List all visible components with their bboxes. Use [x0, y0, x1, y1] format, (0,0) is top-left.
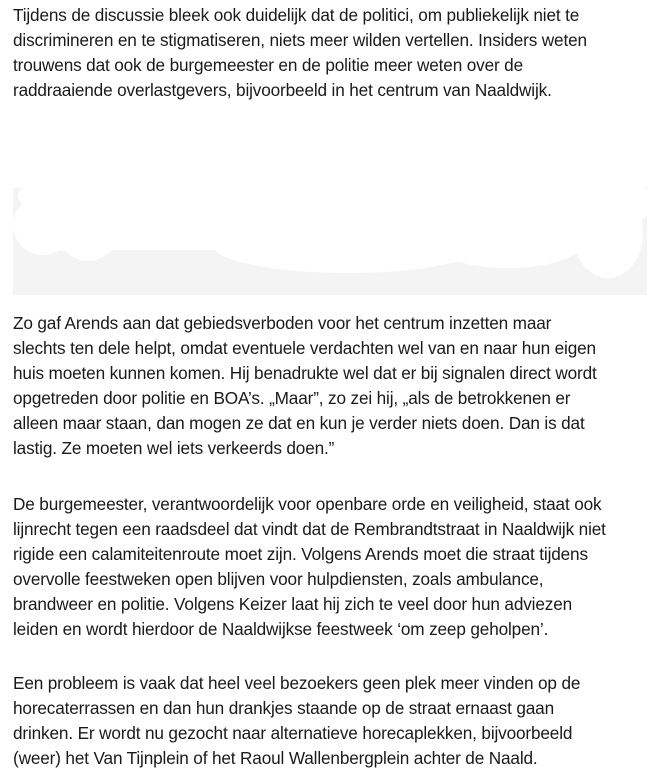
paragraph-3: [13, 492, 653, 642]
text-line: alleen maar staan, dan mogen ze dat en kun je verder niets doen. Dan is dat: [13, 413, 585, 433]
text-line: discrimineren en te stigmatiseren, niets meer wilden vertellen. Insiders weten: [13, 30, 587, 50]
text-line: trouwens dat ook de burgemeester en de politie meer weten over de: [13, 55, 524, 75]
redaction-mark: [603, 183, 647, 223]
text-line: lastig. Ze moeten wel iets verkeerds doen.”: [13, 438, 335, 458]
redaction-mark: [433, 218, 583, 268]
text-line: lijnrecht tegen een raadsdeel dat vindt dat de Rembrandtstraat in Naaldwijk niet: [13, 519, 606, 539]
text-line: overvolle feestweken open blijven voor hulpdiensten, zoals ambulance,: [13, 569, 544, 589]
text-line: horecaterrassen en dan hun drankjes staande op de straat ernaast gaan: [13, 698, 554, 718]
text-line: drinken. Er wordt nu gezocht naar alternatieve horecaplekken, bijvoorbeeld: [13, 723, 573, 743]
text-line: brandweer en politie. Volgens Keizer laat hij zich te veel door hun adviezen: [13, 594, 573, 614]
text-line: Zo gaf Arends aan dat gebiedsverboden voor het centrum inzetten maar: [13, 313, 552, 333]
text-line: slechts ten dele helpt, omdat eventuele verdachten wel van en naar hun eigen: [13, 338, 596, 358]
text-line: (weer) het Van Tijnplein of het Raoul Wallenbergplein achter de Naald.: [13, 748, 538, 768]
text-line: raddraaiende overlastgevers, bijvoorbeeld in het centrum van Naaldwijk.: [13, 80, 552, 100]
paragraph-2: [13, 311, 653, 461]
text-line: rigide een calamiteitenroute moet zijn. Volgens Arends moet die straat tijdens: [13, 544, 588, 564]
text-line: leiden en wordt hierdoor de Naaldwijkse feestweek ‘om zeep geholpen’.: [13, 619, 549, 639]
text-line: Een probleem is vaak dat heel veel bezoekers geen plek meer vinden op de: [13, 673, 581, 693]
paragraph-1: [13, 3, 653, 103]
text-line: Tijdens de discussie bleek ook duidelijk dat de politici, om publiekelijk niet te: [13, 5, 580, 25]
text-line: De burgemeester, verantwoordelijk voor openbare orde en veiligheid, staat ook: [13, 494, 602, 514]
text-line: huis moeten kunnen komen. Hij benadrukte wel dat er bij signalen direct wordt: [13, 363, 597, 383]
paragraph-4: [13, 671, 653, 771]
text-line: opgetreden door politie en BOA’s. „Maar”, zo zei hij, „als de betrokkenen er: [13, 388, 571, 408]
redacted-ad-placeholder: [13, 133, 647, 295]
